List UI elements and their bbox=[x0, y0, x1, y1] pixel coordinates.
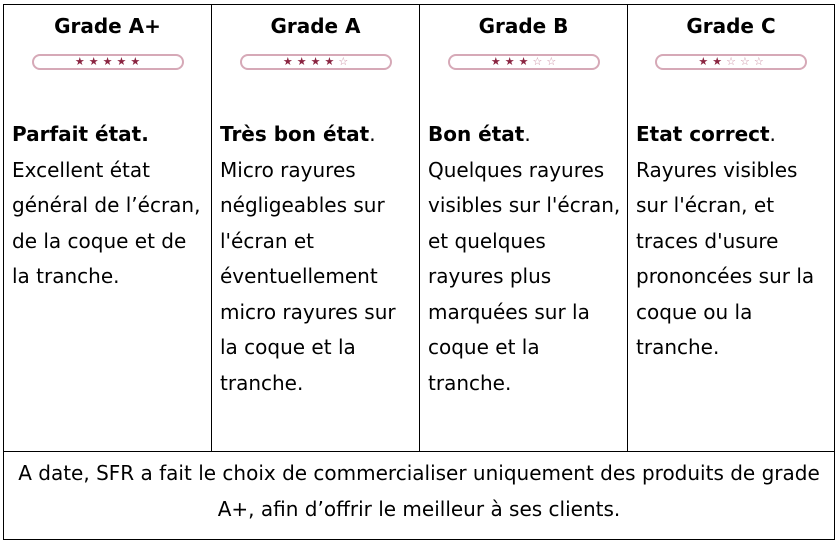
star-outline-icon: ☆ bbox=[739, 55, 750, 68]
grade-description bbox=[220, 117, 417, 401]
grade-title: Grade A+ bbox=[54, 14, 161, 38]
star-filled-icon: ★ bbox=[296, 55, 307, 68]
star-rating bbox=[240, 54, 392, 70]
star-filled-icon: ★ bbox=[698, 55, 709, 68]
grade-description-heading-line bbox=[220, 117, 417, 153]
star-outline-icon: ☆ bbox=[726, 55, 736, 68]
grade-description bbox=[428, 117, 625, 401]
grade-table bbox=[3, 4, 835, 540]
star-filled-icon: ★ bbox=[504, 55, 515, 68]
grade-title: Grade C bbox=[686, 14, 776, 38]
star-outline-icon: ☆ bbox=[753, 55, 764, 68]
grade-description-heading-line bbox=[12, 117, 209, 153]
star-filled-icon: ★ bbox=[310, 55, 321, 68]
grade-column-a-plus bbox=[4, 5, 211, 451]
star-rating bbox=[448, 54, 600, 70]
grade-description-heading: Très bon état bbox=[220, 122, 370, 146]
grade-description-heading: Etat correct bbox=[636, 122, 770, 146]
star-filled-icon: ★ bbox=[74, 55, 85, 68]
star-rating bbox=[32, 54, 184, 70]
grade-description-heading: Bon état bbox=[428, 122, 525, 146]
grade-description-body: Micro rayures négligeables sur l'écran et éventuellement micro rayures sur la coque et la tranche. bbox=[220, 157, 396, 395]
star-filled-icon: ★ bbox=[282, 55, 293, 68]
star-outline-icon: ☆ bbox=[532, 55, 543, 68]
star-filled-icon: ★ bbox=[130, 55, 141, 68]
grade-description-body: Quelques rayures visibles sur l'écran, et quelques rayures plus marquées sur la coque et la tranche. bbox=[428, 157, 621, 395]
grade-description-heading-line bbox=[636, 117, 832, 153]
star-filled-icon: ★ bbox=[324, 55, 335, 68]
grade-description-heading-suffix: . bbox=[369, 122, 376, 146]
grade-description-heading-suffix: . bbox=[524, 122, 531, 146]
grade-title: Grade B bbox=[478, 14, 569, 38]
grade-title: Grade A bbox=[270, 14, 361, 38]
star-filled-icon: ★ bbox=[116, 55, 127, 68]
star-filled-icon: ★ bbox=[102, 55, 113, 68]
grade-description bbox=[636, 117, 832, 366]
star-outline-icon: ☆ bbox=[546, 55, 557, 68]
grade-description bbox=[12, 117, 209, 295]
star-outline-icon: ☆ bbox=[338, 55, 349, 68]
footer-note: A date, SFR a fait le choix de commercialiser uniquement des produits de grade A+, afin d’offrir le meilleur à ses clients. bbox=[4, 451, 834, 539]
star-rating bbox=[655, 54, 807, 70]
grade-column-a bbox=[211, 5, 419, 451]
star-filled-icon: ★ bbox=[518, 55, 529, 68]
grade-description-body: Rayures visibles sur l'écran, et traces d'usure prononcées sur la coque ou la tranche. bbox=[636, 157, 815, 359]
grade-description-heading-line bbox=[428, 117, 625, 153]
grade-column-c bbox=[627, 5, 834, 451]
grade-description-heading: Parfait état. bbox=[12, 122, 149, 146]
grade-description-body: Excellent état général de l’écran, de la coque et de la tranche. bbox=[12, 157, 201, 288]
star-filled-icon: ★ bbox=[712, 55, 723, 68]
star-filled-icon: ★ bbox=[88, 55, 99, 68]
grade-description-heading-suffix: . bbox=[769, 122, 776, 146]
grade-column-b bbox=[419, 5, 627, 451]
star-filled-icon: ★ bbox=[490, 55, 501, 68]
